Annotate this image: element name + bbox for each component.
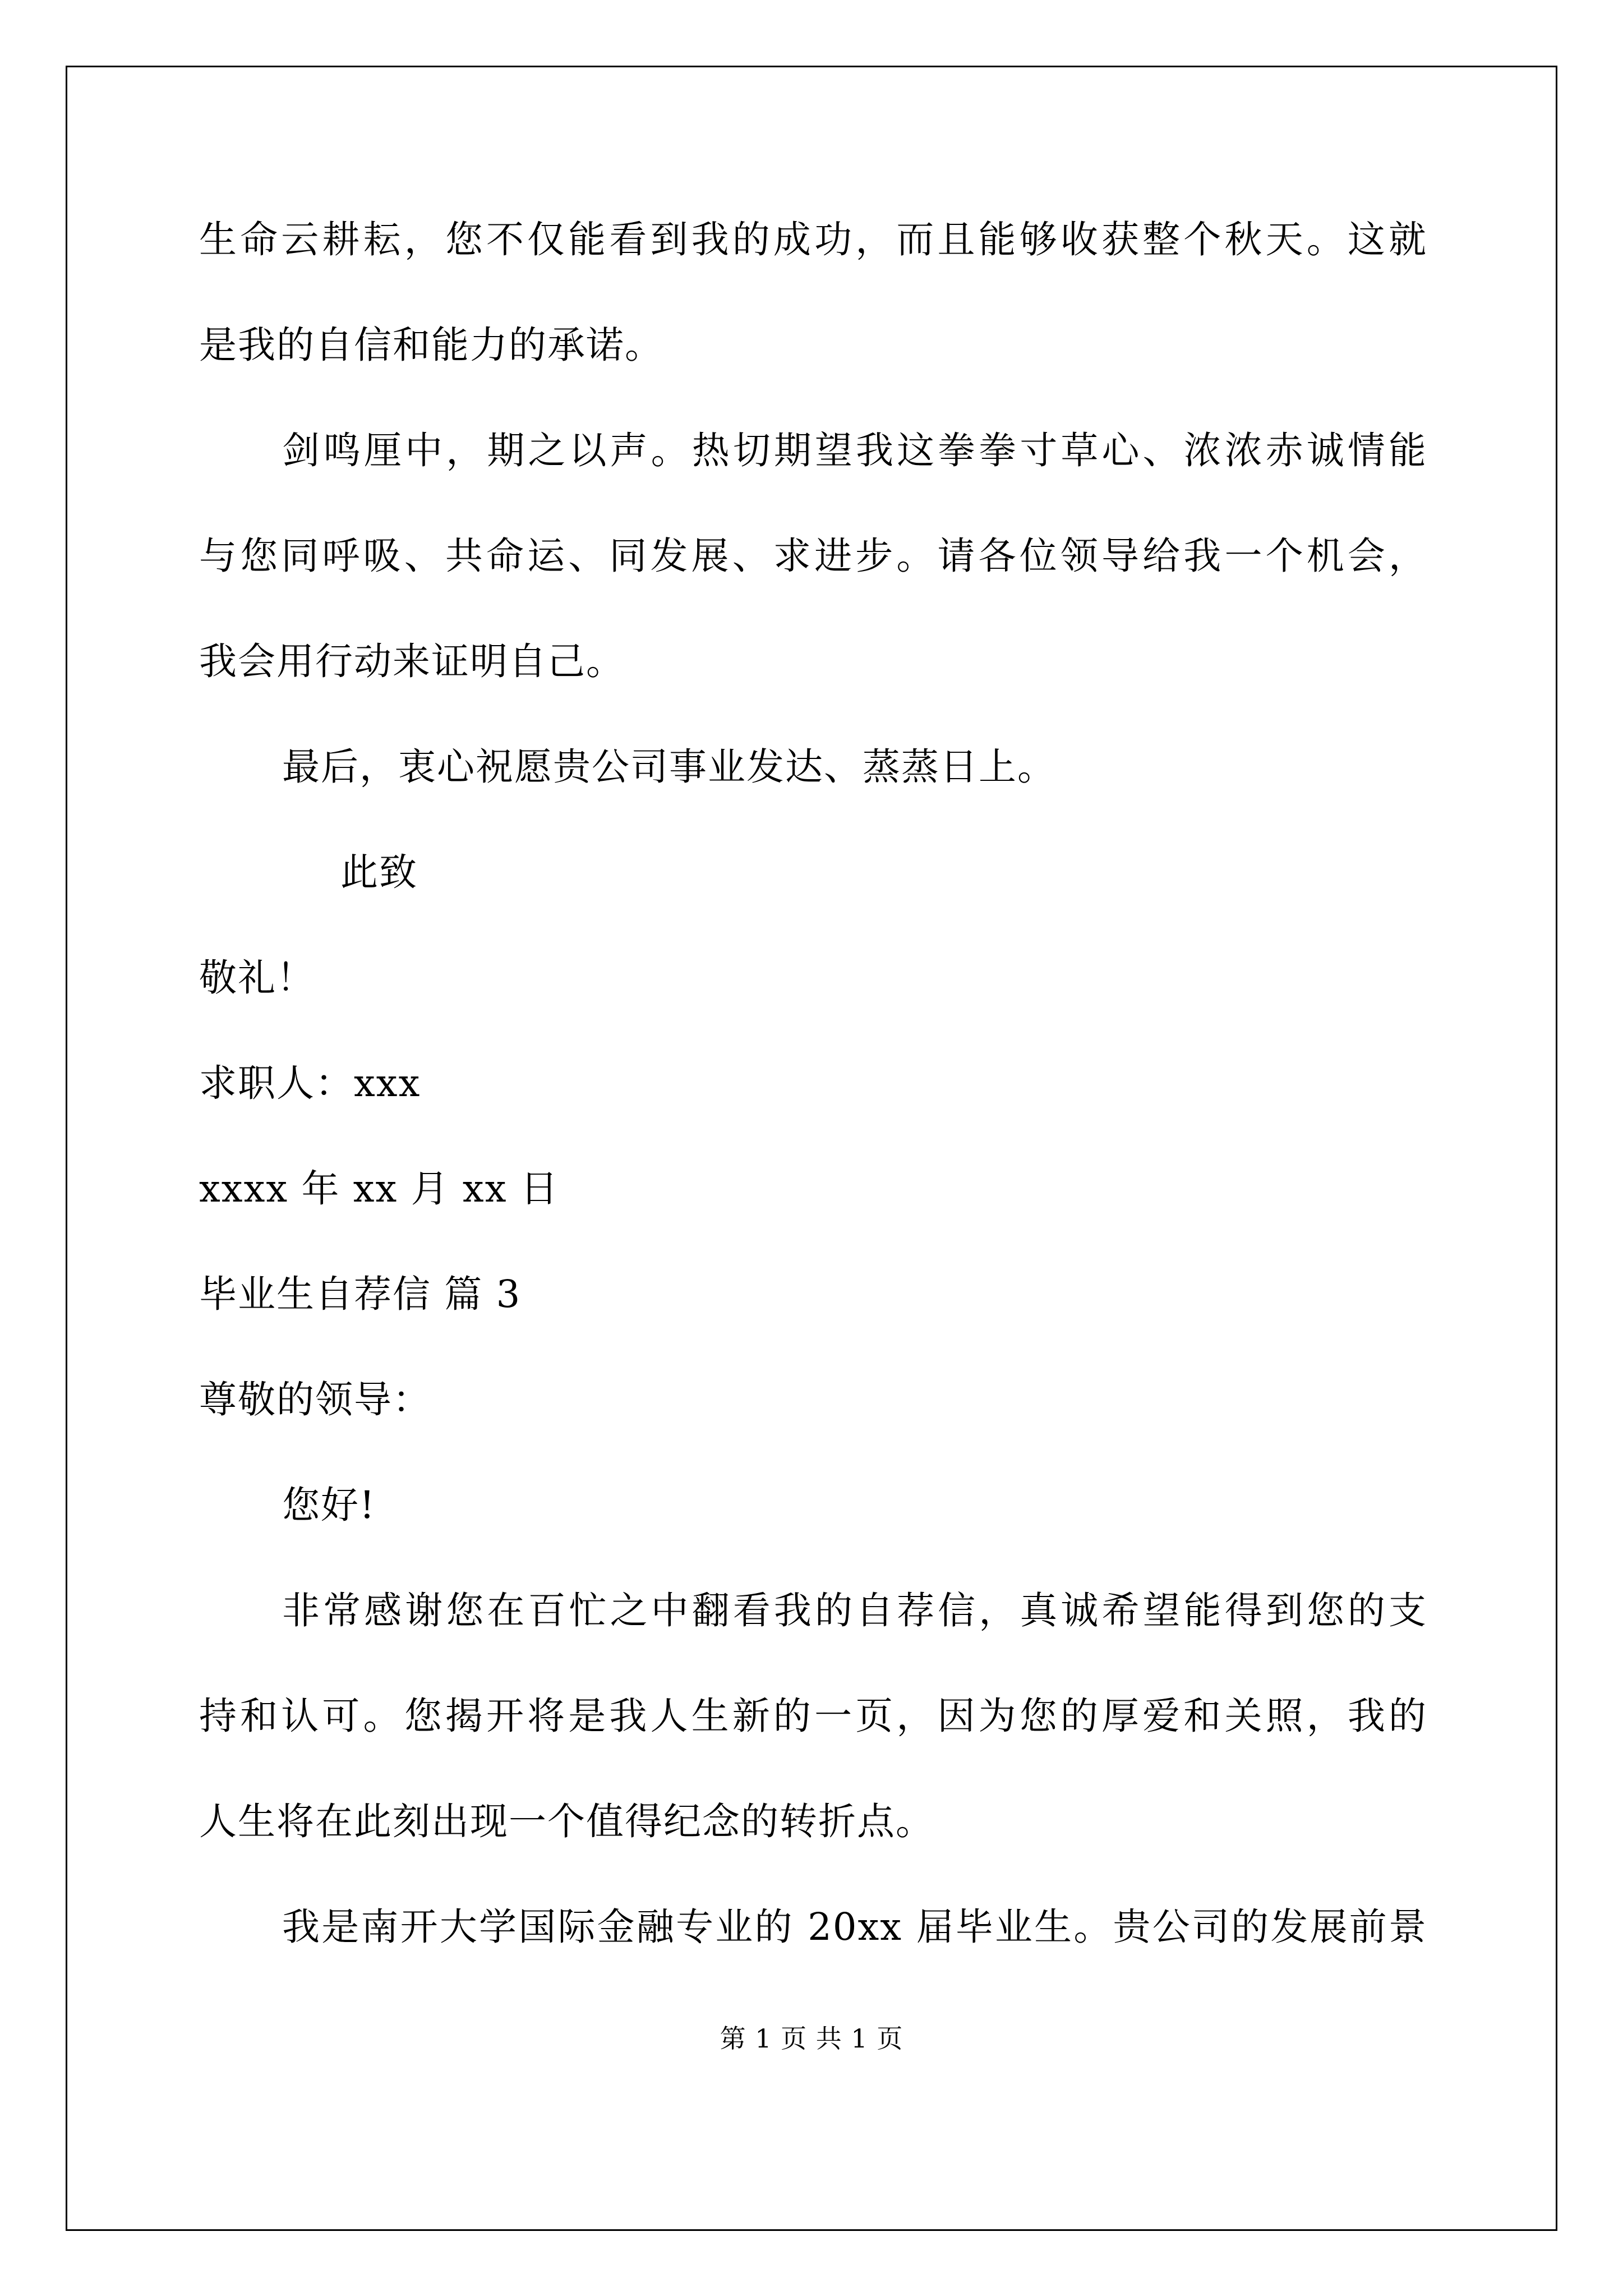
text-line: 剑鸣厘中，期之以声。热切期望我这拳拳寸草心、浓浓赤诚情能: [282, 429, 1427, 472]
text-line: 是我的自信和能力的承诺。: [199, 323, 663, 367]
text-line: 非常感谢您在百忙之中翻看我的自荐信，真诚希望能得到您的支: [282, 1589, 1427, 1632]
page-number-footer: 第 1 页 共 1 页: [720, 2023, 903, 2054]
greeting-hello: 您好!: [282, 1483, 376, 1527]
text-line: 与您同呼吸、共命运、同发展、求进步。请各位领导给我一个机会，: [199, 534, 1427, 578]
section-heading: 毕业生自荐信 篇 3: [199, 1272, 522, 1316]
text-line: 我会用行动来证明自己。: [199, 639, 625, 683]
letter-date: xxxx 年 xx 月 xx 日: [199, 1167, 559, 1211]
text-line: 持和认可。您揭开将是我人生新的一页，因为您的厚爱和关照，我的: [199, 1694, 1427, 1738]
document-body: [199, 219, 1433, 2012]
text-line: 人生将在此刻出现一个值得纪念的转折点。: [199, 1800, 934, 1843]
closing-regards: 敬礼！: [199, 956, 315, 1000]
text-line: 最后，衷心祝愿贵公司事业发达、蒸蒸日上。: [282, 745, 1056, 789]
greeting: 尊敬的领导：: [199, 1378, 431, 1421]
applicant-name: 求职人：xxx: [199, 1061, 421, 1105]
closing-salutation: 此致: [340, 850, 418, 894]
text-line: 我是南开大学国际金融专业的 20xx 届毕业生。贵公司的发展前景: [282, 1905, 1427, 1949]
text-line: 生命云耕耘，您不仅能看到我的成功，而且能够收获整个秋天。这就: [199, 218, 1427, 261]
